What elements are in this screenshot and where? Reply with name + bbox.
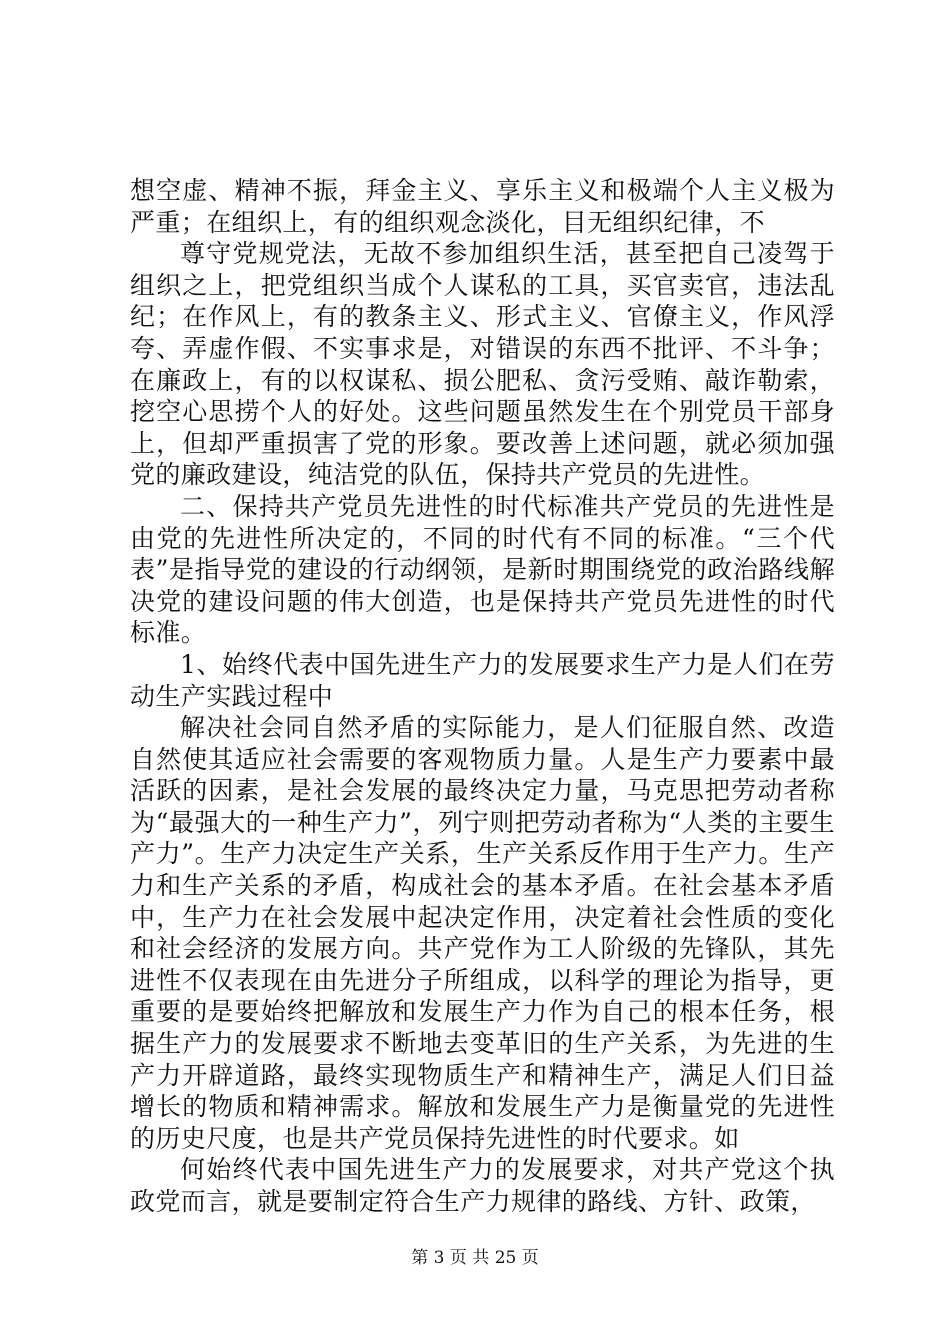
paragraph-1: 想空虚、精神不振，拜金主义、享乐主义和极端个人主义极为严重；在组织上，有的组织观念淡化，目无组织纪律，不 <box>130 176 835 237</box>
document-body <box>130 175 835 1218</box>
paragraph-4: 1、始终代表中国先进生产力的发展要求生产力是人们在劳动生产实践过程中 <box>130 649 835 711</box>
paragraph-5: 解决社会同自然矛盾的实际能力，是人们征服自然、改造自然使其适应社会需要的客观物质力量。人是生产力要素中最活跃的因素，是社会发展的最终决定力量，马克思把劳动者称为“最强大的一种生产力”，列宁则把劳动者称为“人类的主要生产力”。生产力决定生产关系，生产关系反作用于生产力。生产力和生产关系的矛盾，构成社会的基本矛盾。在社会基本矛盾中，生产力在社会发展中起决定作用，决定着社会性质的变化和社会经济的发展方向。共产党作为工人阶级的先锋队，其先进性不仅表现在由先进分子所组成，以科学的理论为指导，更重要的是要始终把解放和发展生产力作为自己的根本任务，根据生产力的发展要求不断地去变革旧的生产关系，为先进的生产力开辟道路，最终实现物质生产和精神生产，满足人们日益增长的物质和精神需求。解放和发展生产力是衡量党的先进性的历史尺度，也是共产党员保持先进性的时代要求。如 <box>130 713 835 1153</box>
paragraph-6: 何始终代表中国先进生产力的发展要求，对共产党这个执政党而言，就是要制定符合生产力规律的路线、方针、政策， <box>130 1155 835 1216</box>
paragraph-2: 尊守党规党法，无故不参加组织生活，甚至把自己凌驾于组织之上，把党组织当成个人谋私的工具，买官卖官，违法乱纪；在作风上，有的教条主义、形式主义、官僚主义，作风浮夸、弄虚作假、不实事求是，对错误的东西不批评、不斗争；在廉政上，有的以权谋私、损公肥私、贪污受贿、敲诈勒索，挖空心思捞个人的好处。这些问题虽然发生在个别党员干部身上，但却严重损害了党的形象。要改善上述问题，就必须加强党的廉政建设，纯洁党的队伍，保持共产党员的先进性。 <box>130 239 835 490</box>
page-number-footer: 第 3 页 共 25 页 <box>411 1248 539 1268</box>
paragraph-3: 二、保持共产党员先进性的时代标准共产党员的先进性是由党的先进性所决定的，不同的时代有不同的标准。“三个代表”是指导党的建设的行动纲领，是新时期围绕党的政治路线解决党的建设问题的伟大创造，也是保持共产党员先进性的时代标准。 <box>130 491 835 648</box>
